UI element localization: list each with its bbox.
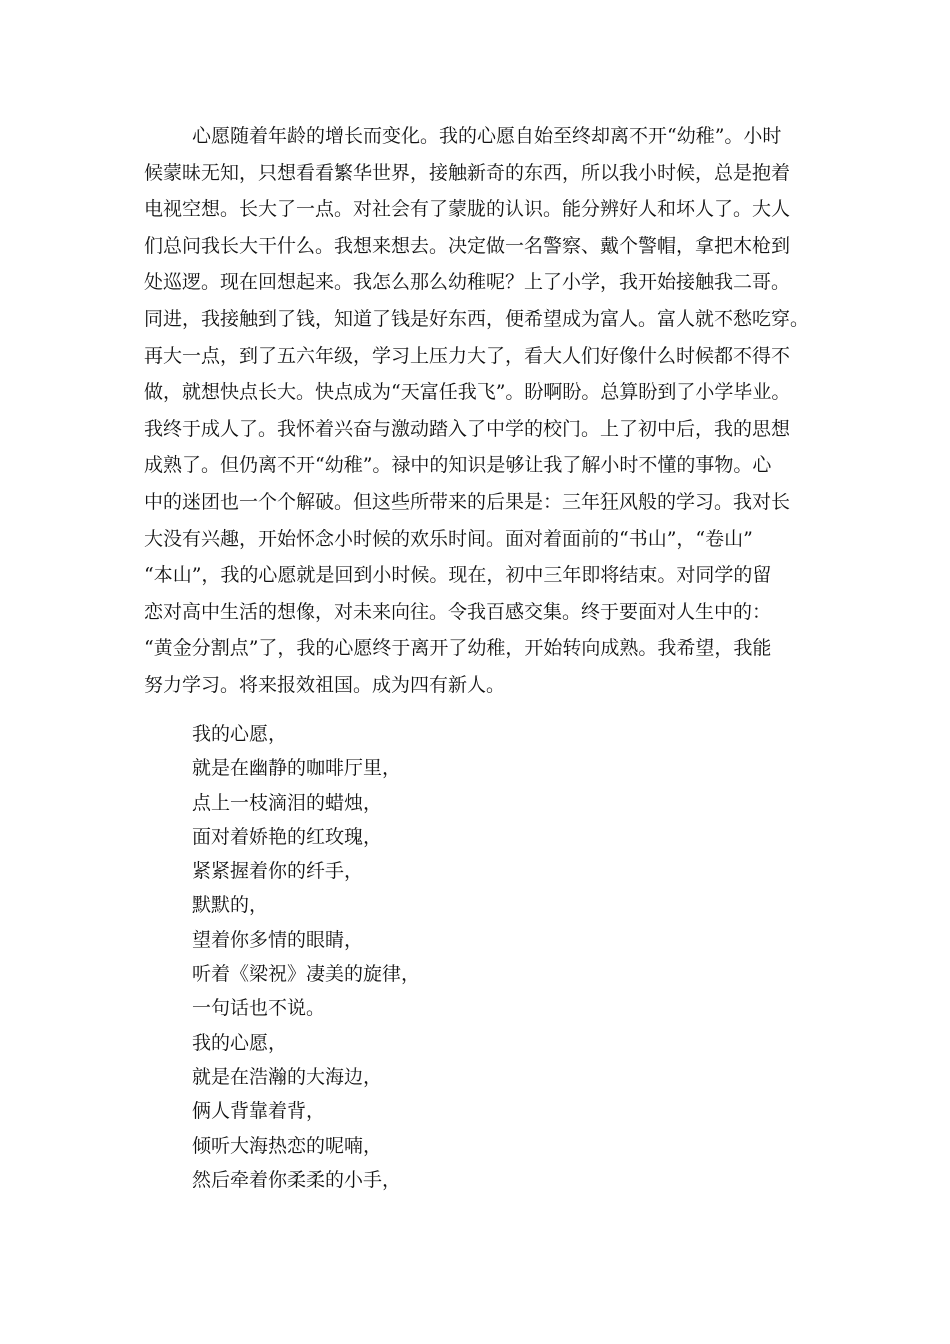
poem-line: 倾听大海热恋的呢喃， <box>192 1134 383 1157</box>
poem-line: 我的心愿， <box>192 723 288 745</box>
poem-line: 就是在幽静的咖啡厅里， <box>192 757 402 780</box>
poem-line: 紧紧握着你的纤手， <box>192 860 364 883</box>
paragraph-line: 成熟了。但仍离不开“幼稚”。禄中的知识是够让我了解小时不懂的事物。心 <box>144 454 772 477</box>
poem-line: 我的心愿， <box>192 1031 288 1054</box>
paragraph-line: 努力学习。将来报效祖国。成为四有新人。 <box>144 673 506 696</box>
poem-block <box>192 717 792 1197</box>
poem-line: 一句话也不说。 <box>192 997 326 1020</box>
paragraph-line: 处巡逻。现在回想起来。我怎么那么幼稚呢？上了小学，我开始接触我二哥。 <box>144 271 791 294</box>
paragraph-line: 我终于成人了。我怀着兴奋与激动踏入了中学的校门。上了初中后，我的思想 <box>144 417 791 440</box>
paragraph-line: 大没有兴趣，开始怀念小时候的欢乐时间。面对着面前的“书山”，“卷山” <box>144 527 753 550</box>
paragraph-line: 做，就想快点长大。快点成为“天富任我飞”。盼啊盼。总算盼到了小学毕业。 <box>144 381 791 404</box>
poem-line: 俩人背靠着背， <box>192 1100 326 1123</box>
essay-paragraph <box>144 118 814 704</box>
paragraph-line: 心愿随着年龄的增长而变化。我的心愿自始至终却离不开“幼稚”。小时 <box>192 125 782 147</box>
paragraph-line: 中的迷团也一个个解破。但这些所带来的后果是：三年狂风般的学习。我对长 <box>144 490 791 513</box>
paragraph-line: 候蒙昧无知，只想看看繁华世界，接触新奇的东西，所以我小时候，总是抱着 <box>144 161 791 184</box>
paragraph-line: “黄金分割点”了，我的心愿终于离开了幼稚，开始转向成熟。我希望，我能 <box>144 637 772 660</box>
paragraph-line: 同进，我接触到了钱，知道了钱是好东西，便希望成为富人。富人就不愁吃穿。 <box>144 307 810 330</box>
paragraph-line: 们总问我长大干什么。我想来想去。决定做一名警察、戴个警帽，拿把木枪到 <box>144 234 791 257</box>
paragraph-line: 再大一点，到了五六年级，学习上压力大了，看大人们好像什么时候都不得不 <box>144 344 791 367</box>
poem-line: 面对着娇艳的红玫瑰， <box>192 825 383 848</box>
poem-line: 默默的， <box>192 894 269 917</box>
poem-line: 点上一枝滴泪的蜡烛， <box>192 791 383 814</box>
paragraph-line: “本山”，我的心愿就是回到小时候。现在，初中三年即将结束。对同学的留 <box>144 564 772 587</box>
poem-line: 然后牵着你柔柔的小手， <box>192 1168 402 1191</box>
poem-line: 望着你多情的眼睛， <box>192 928 364 951</box>
poem-line: 听着《梁祝》凄美的旋律， <box>192 963 421 986</box>
poem-line: 就是在浩瀚的大海边， <box>192 1065 383 1088</box>
paragraph-line: 电视空想。长大了一点。对社会有了蒙胧的认识。能分辨好人和坏人了。大人 <box>144 198 791 221</box>
paragraph-line: 恋对高中生活的想像，对未来向往。令我百感交集。终于要面对人生中的： <box>144 600 772 623</box>
